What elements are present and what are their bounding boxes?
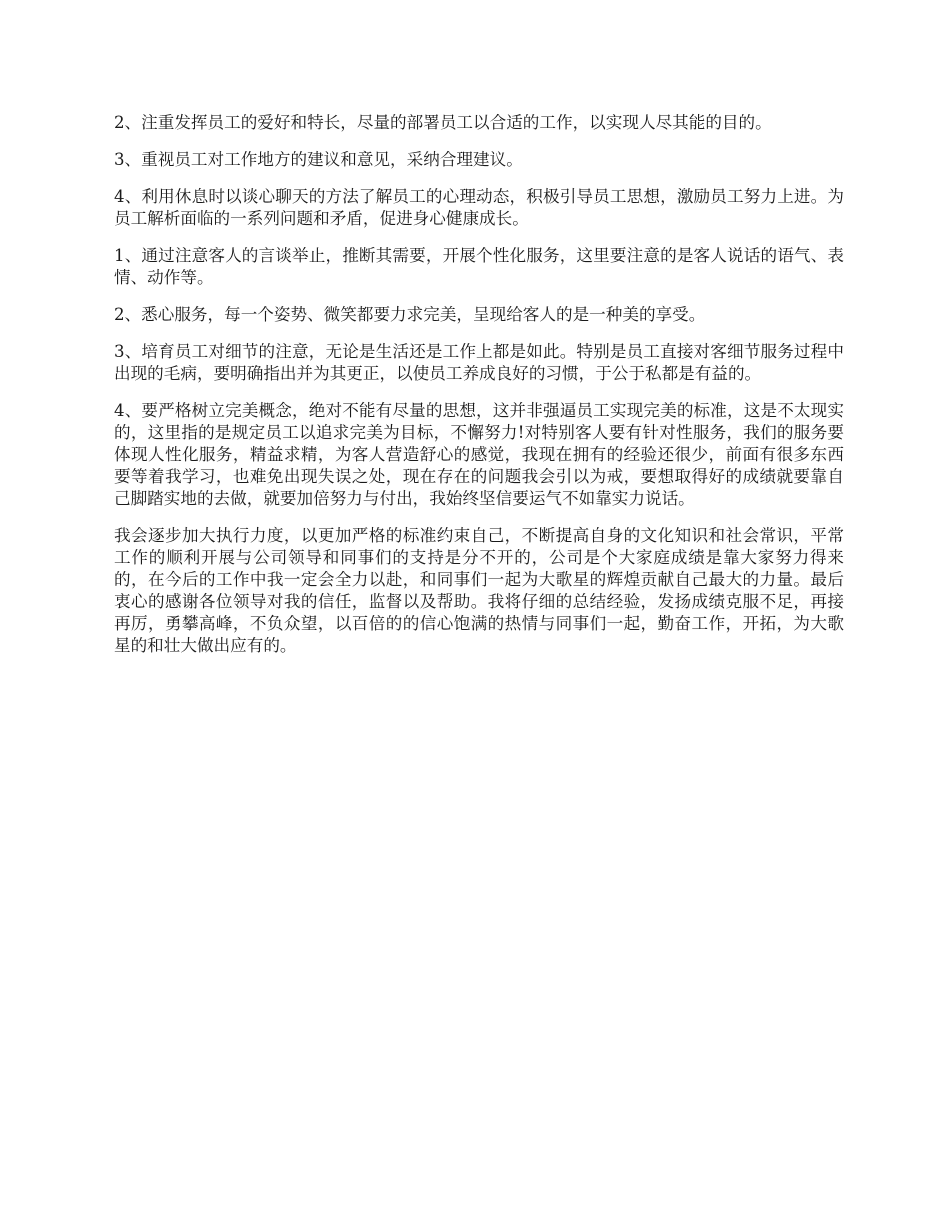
- paragraph-item-3-suggestions: 3、重视员工对工作地方的建议和意见，采纳合理建议。: [114, 150, 523, 169]
- paragraph-conclusion: 我会逐步加大执行力度，以更加严格的标准约束自己，不断提高自身的文化知识和社会常识，平常工作的顺利开展与公司领导和同事们的支持是分不开的，公司是个大家庭成绩是靠大家努力得来的，在今后的工作中我一定会全力以赴，和同事们一起为大歌星的辉煌贡献自己最大的力量。最后衷心的感谢各位领导对我的信任，监督以及帮助。我将仔细的总结经验，发扬成绩克服不足，再接再厉，勇攀高峰，不负众望，以百倍的的信心饱满的热情与同事们一起，勤奋工作，开拓，为大歌星的和壮大做出应有的。: [114, 526, 844, 655]
- paragraph-item-4-perfection: 4、要严格树立完美概念，绝对不能有尽量的思想，这并非强逼员工实现完美的标准，这是不太现实的，这里指的是规定员工以追求完美为目标，不懈努力!对特别客人要有针对性服务，我们的服务要体现人性化服务，精益求精，为客人营造舒心的感觉，我现在拥有的经验还很少，前面有很多东西要等着我学习，也难免出现失误之处，现在存在的问题我会引以为戒，要想取得好的成绩就要靠自己脚踏实地的去做，就要加倍努力与付出，我始终坚信要运气不如靠实力说话。: [114, 401, 844, 508]
- paragraph-item-4-psychology: 4、利用休息时以谈心聊天的方法了解员工的心理动态，积极引导员工思想，激励员工努力上进。为员工解析面临的一系列问题和矛盾，促进身心健康成长。: [114, 187, 844, 228]
- paragraph-item-3-details: 3、培育员工对细节的注意，无论是生活还是工作上都是如此。特别是员工直接对客细节服务过程中出现的毛病，要明确指出并为其更正，以使员工养成良好的习惯，于公于私都是有益的。: [114, 342, 844, 383]
- paragraph-item-2-talents: 2、注重发挥员工的爱好和特长，尽量的部署员工以合适的工作，以实现人尽其能的目的。: [114, 113, 772, 132]
- paragraph-item-2-attentive-service: 2、悉心服务，每一个姿势、微笑都要力求完美，呈现给客人的是一种美的享受。: [114, 305, 706, 324]
- paragraph-item-1-personalized-service: 1、通过注意客人的言谈举止，推断其需要，开展个性化服务，这里要注意的是客人说话的语气、表情、动作等。: [114, 246, 844, 287]
- document-page: [114, 112, 844, 672]
